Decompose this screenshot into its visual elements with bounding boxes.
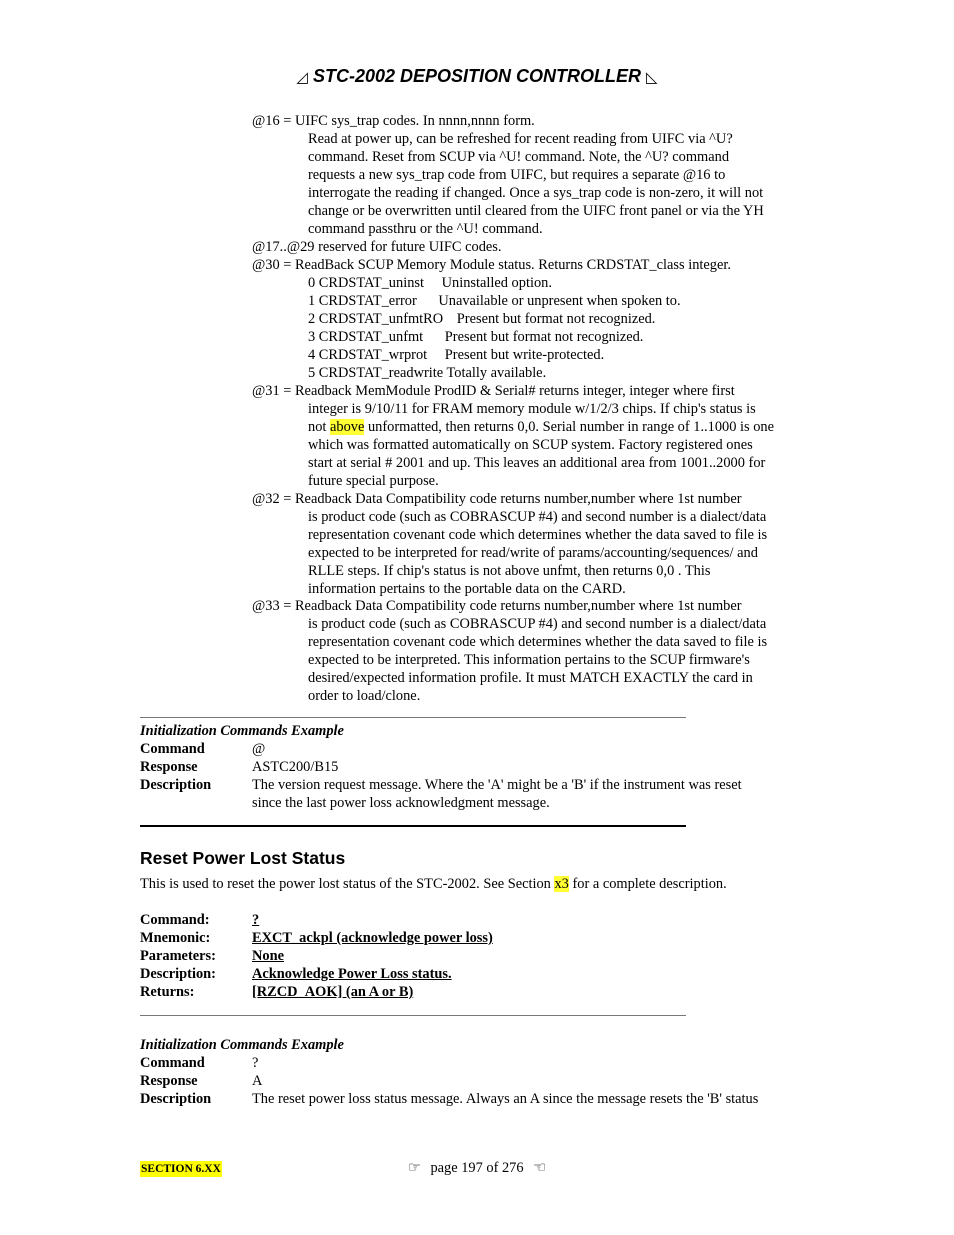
status-code-row — [308, 346, 604, 364]
entry-33-head: @33 = Readback Data Compatibility code returns number,number where 1st number — [252, 598, 742, 614]
entry-16-line: interrogate the reading if changed. Once a sys_trap code is non-zero, it will not — [308, 185, 764, 201]
entry-16-line: requests a new sys_trap code from UIFC, but requires a separate @16 to — [308, 167, 726, 183]
status-code: 5 CRDSTAT_readwrite — [308, 365, 444, 381]
command-label: Command — [140, 1055, 205, 1071]
spec-label: Parameters: — [140, 948, 216, 964]
right-triangle-icon: ◺ — [646, 69, 658, 86]
entry-32-line: RLLE steps. If chip's status is not above unfmt, then returns 0,0 . This — [308, 563, 711, 579]
divider — [140, 1015, 686, 1016]
entry-32-line: information pertains to the portable data on the CARD. — [308, 581, 626, 597]
page-header — [0, 66, 954, 87]
left-triangle-icon: ◿ — [296, 69, 308, 86]
status-code: 1 CRDSTAT_error — [308, 293, 417, 309]
divider — [140, 825, 686, 827]
entry-33-line: representation covenant code which determines whether the data saved to file is — [308, 634, 768, 650]
spec-row — [140, 947, 284, 965]
description-value: The reset power loss status message. Always an A since the message resets the 'B' status — [252, 1091, 759, 1107]
description-label: Description — [140, 1091, 212, 1107]
spec-value: EXCT_ackpl (acknowledge power loss) — [252, 930, 493, 946]
entry-32-head: @32 = Readback Data Compatibility code returns number,number where 1st number — [252, 491, 742, 507]
highlighted-word: above — [330, 419, 365, 435]
spec-value: Acknowledge Power Loss status. — [252, 966, 452, 982]
section-ref-link[interactable]: x3 — [554, 876, 569, 892]
entry-31-head: @31 = Readback MemModule ProdID & Serial# returns integer, integer where first — [252, 383, 735, 399]
section-badge: SECTION 6.XX — [141, 1163, 221, 1175]
status-code-row — [308, 274, 552, 292]
response-label: Response — [140, 759, 198, 775]
status-code: 3 CRDSTAT_unfmt — [308, 329, 424, 345]
spec-value: ? — [252, 912, 260, 928]
command-value: @ — [252, 741, 266, 757]
entry-16-line: change or be overwritten until cleared from the UIFC front panel or via the YH — [308, 203, 764, 219]
status-desc: Present but format not recognized. — [444, 329, 644, 345]
spec-value: [RZCD_AOK] (an A or B) — [252, 984, 414, 1000]
command-label: Command — [140, 741, 205, 757]
status-code-row — [308, 292, 681, 310]
status-desc: Present but format not recognized. — [456, 311, 656, 327]
response-value: A — [252, 1073, 263, 1089]
entry-33-line: order to load/clone. — [308, 688, 421, 704]
spec-label: Description: — [140, 966, 216, 982]
status-desc: Unavailable or unpresent when spoken to. — [438, 293, 681, 309]
entry-31-line: integer is 9/10/11 for FRAM memory module w/1/2/3 chips. If chip's status is — [308, 401, 756, 417]
status-desc: Present but write-protected. — [444, 347, 605, 363]
entry-31-line: future special purpose. — [308, 473, 439, 489]
pointing-right-hand-icon: ☞ — [407, 1160, 421, 1176]
status-code: 0 CRDSTAT_uninst — [308, 275, 424, 291]
entry-31-line — [308, 418, 774, 436]
entry-16-line: command passthru or the ^U! command. — [308, 221, 543, 237]
divider — [140, 717, 686, 718]
document-title: STC-2002 DEPOSITION CONTROLLER — [312, 66, 642, 86]
description-value: since the last power loss acknowledgment message. — [252, 795, 550, 811]
entry-33-line: expected to be interpreted. This information pertains to the SCUP firmware's — [308, 652, 750, 668]
text-run: This is used to reset the power lost status of the STC-2002. See Section — [140, 876, 555, 892]
entry-16-line: command. Reset from SCUP via ^U! command. Note, the ^U? command — [308, 149, 730, 165]
status-code-row — [308, 364, 546, 382]
command-value: ? — [252, 1055, 259, 1071]
status-code-row — [308, 328, 643, 346]
text-run: unformatted, then returns 0,0. Serial number in range of 1..1000 is one — [364, 419, 775, 435]
text-run: for a complete description. — [568, 876, 727, 892]
spec-row — [140, 929, 493, 947]
spec-label: Returns: — [140, 984, 195, 1000]
page-footer — [0, 1160, 954, 1177]
entry-30-head: @30 = ReadBack SCUP Memory Module status. Returns CRDSTAT_class integer. — [252, 257, 731, 273]
page-number: page 197 of 276 — [430, 1160, 524, 1176]
response-value: ASTC200/B15 — [252, 759, 339, 775]
spec-row — [140, 965, 452, 983]
spec-label: Mnemonic: — [140, 930, 211, 946]
section-intro — [140, 875, 727, 893]
section-heading: Reset Power Lost Status — [140, 848, 346, 868]
example-title: Initialization Commands Example — [140, 723, 344, 739]
pointing-left-hand-icon: ☜ — [533, 1160, 547, 1176]
description-label: Description — [140, 777, 212, 793]
text-run: not — [308, 419, 330, 435]
entry-33-line: desired/expected information profile. It must MATCH EXACTLY the card in — [308, 670, 753, 686]
entry-31-line: which was formatted automatically on SCUP system. Factory registered ones — [308, 437, 753, 453]
response-label: Response — [140, 1073, 198, 1089]
status-desc: Uninstalled option. — [441, 275, 552, 291]
entry-16-line: Read at power up, can be refreshed for recent reading from UIFC via ^U? — [308, 131, 733, 147]
entry-31-line: start at serial # 2001 and up. This leaves an additional area from 1001..2000 for — [308, 455, 766, 471]
description-value: The version request message. Where the 'A' might be a 'B' if the instrument was reset — [252, 777, 742, 793]
entry-33-line: is product code (such as COBRASCUP #4) and second number is a dialect/data — [308, 616, 767, 632]
status-desc: Totally available. — [446, 365, 547, 381]
entry-17-head: @17..@29 reserved for future UIFC codes. — [252, 239, 502, 255]
example-title: Initialization Commands Example — [140, 1037, 344, 1053]
status-code: 2 CRDSTAT_unfmtRO — [308, 311, 444, 327]
status-code-row — [308, 310, 655, 328]
spec-label: Command: — [140, 912, 210, 928]
entry-32-line: expected to be interpreted for read/write of params/accounting/sequences/ and — [308, 545, 758, 561]
spec-row — [140, 983, 413, 1001]
entry-32-line: representation covenant code which determines whether the data saved to file is — [308, 527, 768, 543]
spec-row — [140, 911, 514, 929]
entry-32-line: is product code (such as COBRASCUP #4) and second number is a dialect/data — [308, 509, 767, 525]
spec-value: None — [252, 948, 284, 964]
status-code: 4 CRDSTAT_wrprot — [308, 347, 428, 363]
entry-16-head: @16 = UIFC sys_trap codes. In nnnn,nnnn form. — [252, 113, 535, 129]
